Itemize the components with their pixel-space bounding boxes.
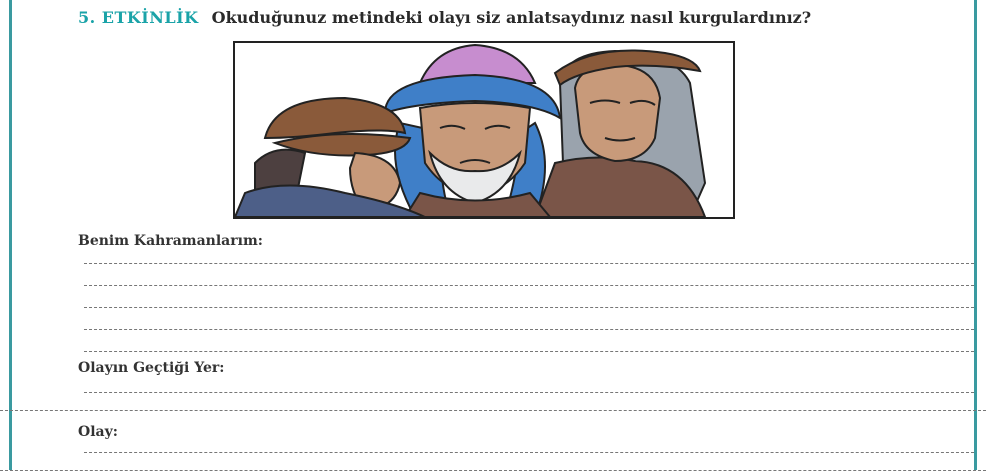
event-label: Olay: [78,424,118,440]
answer-line [84,285,974,286]
answer-line [84,392,974,393]
answer-line [0,410,986,411]
answer-line [84,452,974,453]
answer-line [84,263,974,264]
answer-line [84,351,974,352]
illustration [233,41,735,219]
answer-line [84,307,974,308]
activity-number: 5. ETKİNLİK [78,8,199,27]
answer-line [0,470,986,471]
illustration-three-characters-icon [235,43,733,217]
activity-question: Okuduğunuz metindeki olayı siz anlatsaydınız nasıl kurgulardınız? [211,8,812,27]
answer-line [84,329,974,330]
heroes-label: Benim Kahramanlarım: [78,233,263,249]
activity-heading [78,8,811,27]
place-label: Olayın Geçtiği Yer: [78,360,225,376]
